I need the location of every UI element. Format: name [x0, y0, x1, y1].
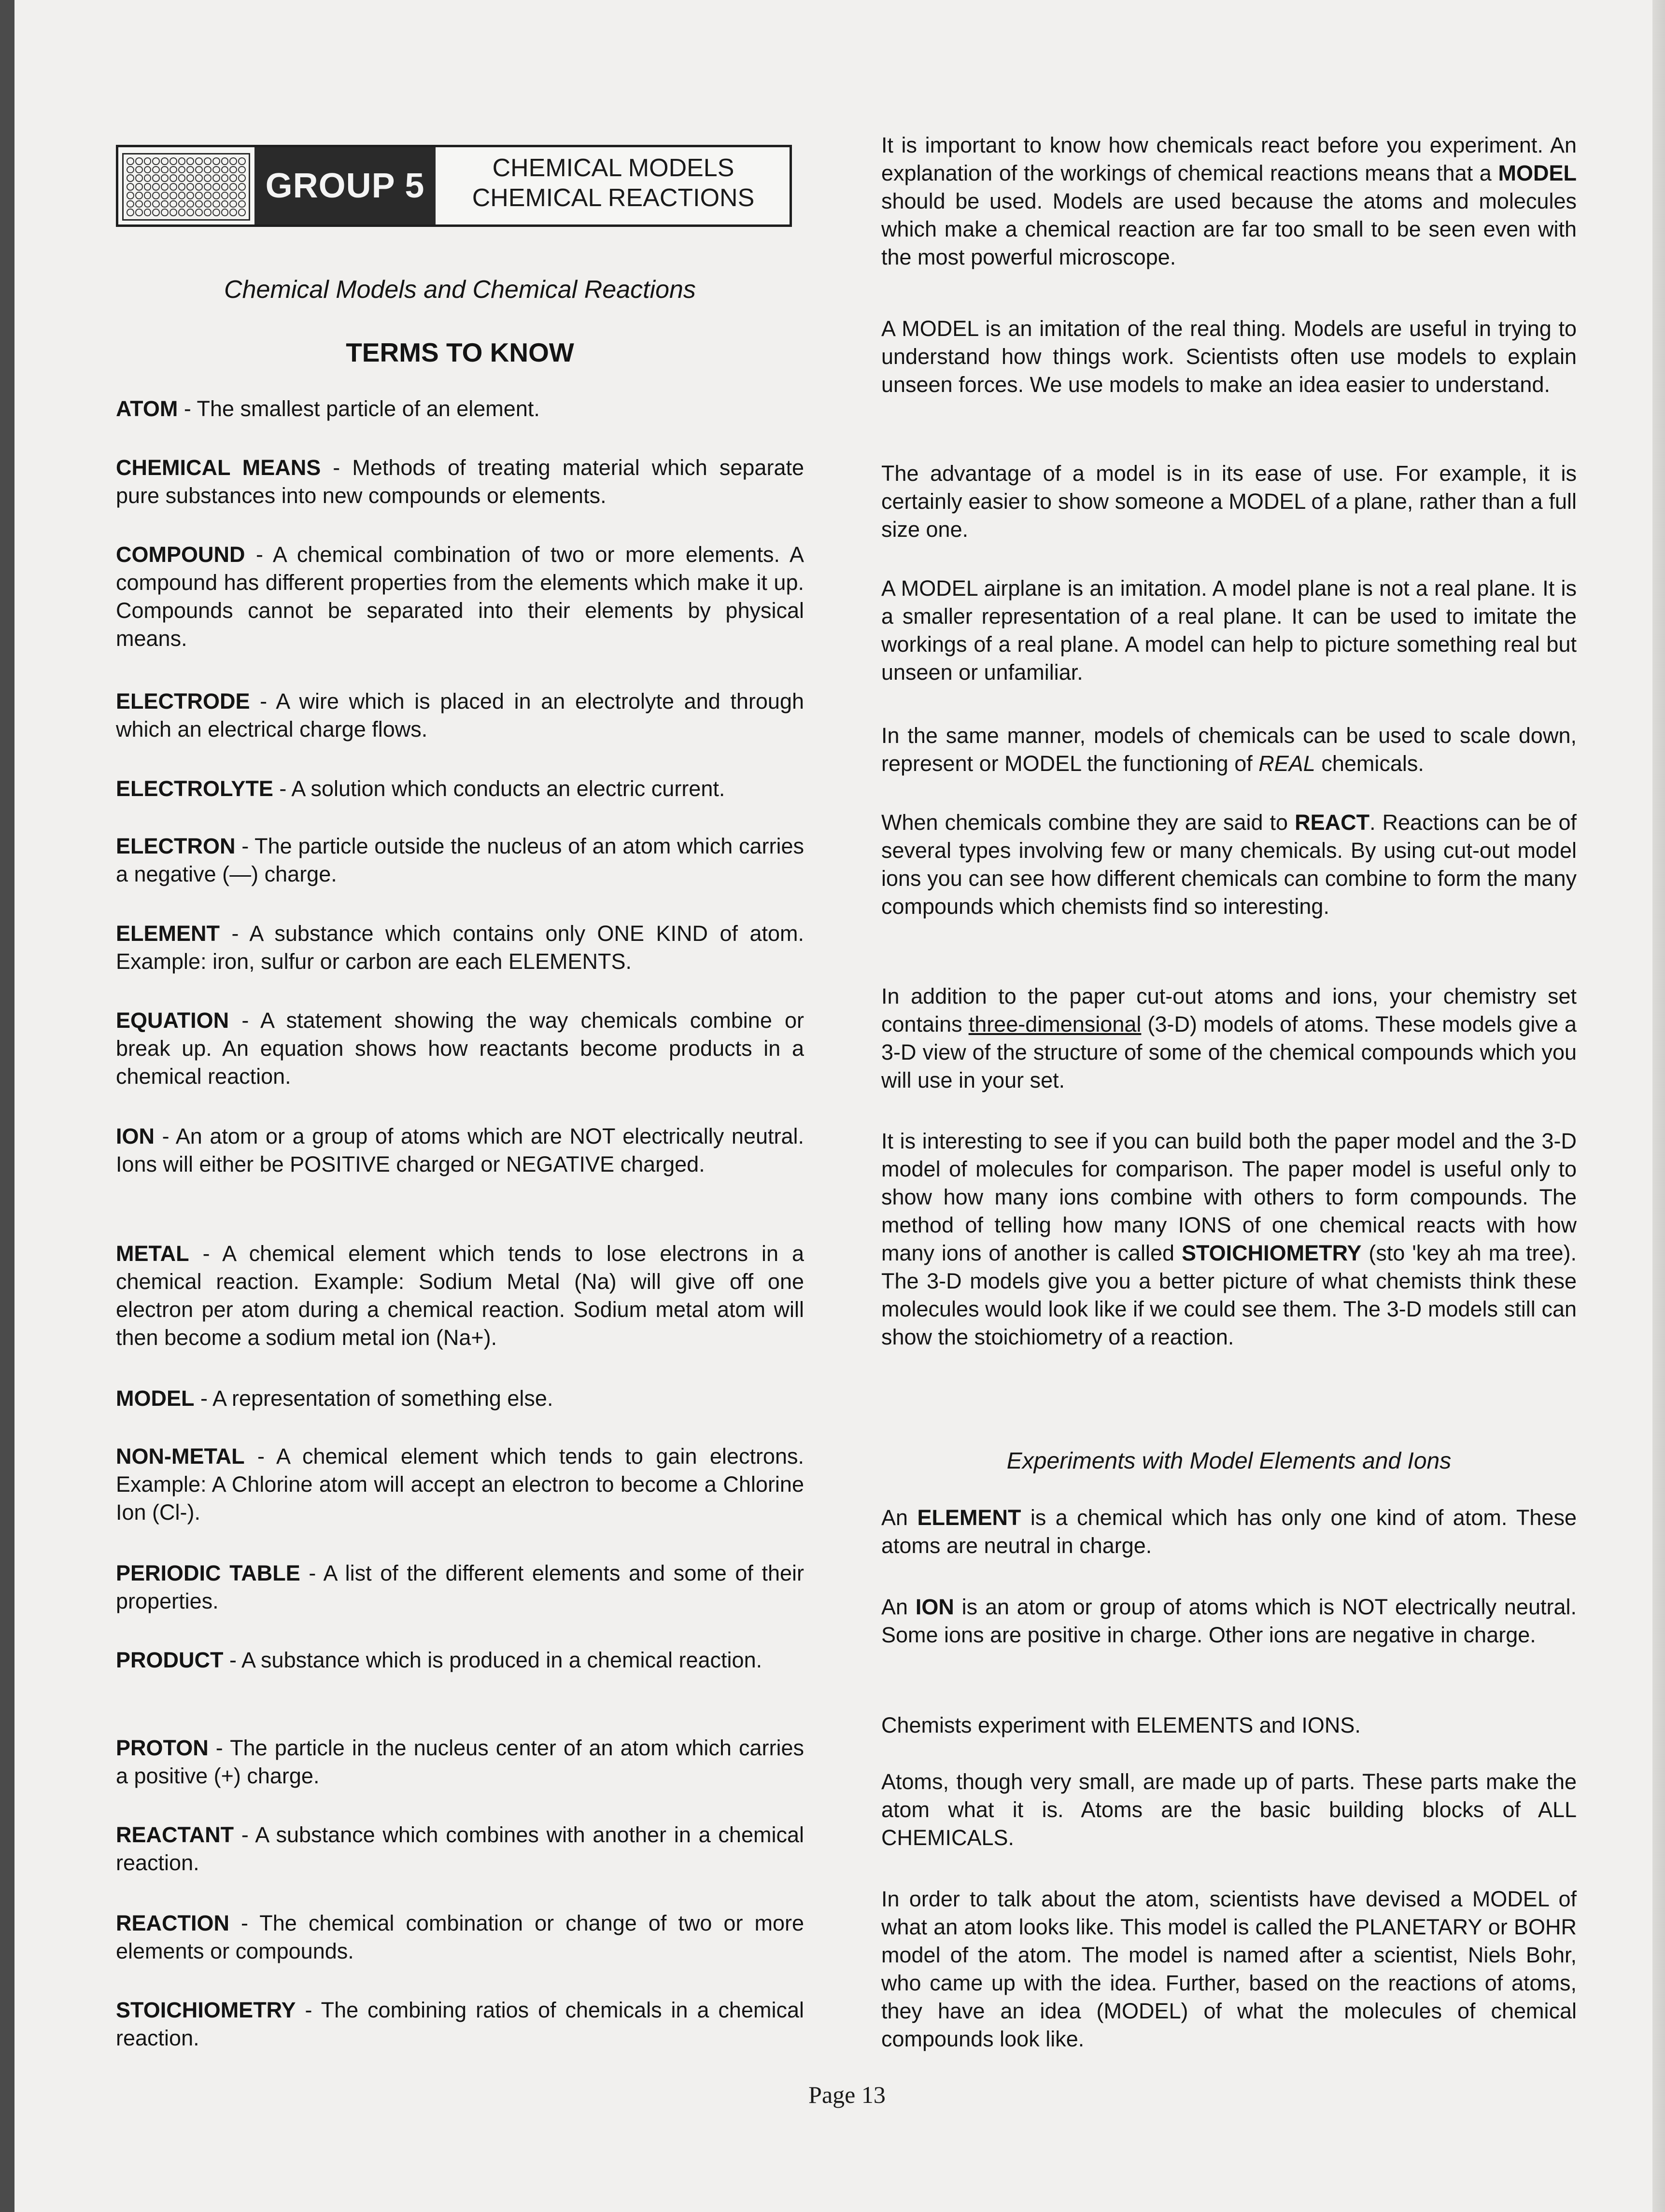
page-number: Page 13	[808, 2081, 886, 2108]
molecule-dot	[169, 200, 177, 208]
molecule-dot	[152, 200, 160, 208]
molecule-dot	[195, 166, 203, 174]
molecule-dot	[195, 209, 203, 216]
molecule-dot	[152, 209, 160, 216]
molecule-dot	[221, 174, 229, 182]
molecule-dot	[178, 183, 186, 191]
molecule-dot	[212, 200, 220, 208]
molecule-dot	[212, 209, 220, 216]
term-electrode: ELECTRODE - A wire which is placed in an electrolyte and through which an electrical charge flows.	[116, 689, 804, 742]
term-reaction: REACTION - The chemical combination or change of two or more elements or compounds.	[116, 1911, 804, 1963]
term-periodic-table: PERIODIC TABLE - A list of the different elements and some of their properties.	[116, 1561, 804, 1613]
molecule-dot	[229, 209, 237, 216]
molecule-dot	[178, 157, 186, 165]
molecule-dot	[161, 200, 169, 208]
molecule-dot	[161, 192, 169, 199]
molecule-dot	[127, 192, 134, 199]
molecule-dot	[238, 209, 246, 216]
molecule-dot	[186, 183, 194, 191]
page-edge	[1652, 0, 1665, 2212]
paragraph-element: An ELEMENT is a chemical which has only one kind of atom. These atoms are neutral in charge.	[881, 1505, 1577, 1558]
molecule-dot	[238, 192, 246, 199]
molecule-dot	[204, 174, 212, 182]
paragraph-model-airplane: A MODEL airplane is an imitation. A model plane is not a real plane. It is a smaller representation of a real plane. It can be used to imitate the workings of a real plane. A model can help to picture something real but unseen or unfamiliar.	[881, 576, 1577, 685]
molecule-dot	[144, 157, 152, 165]
molecule-dot	[169, 157, 177, 165]
molecule-dot	[161, 157, 169, 165]
molecule-dot	[221, 200, 229, 208]
term-element: ELEMENT - A substance which contains only ONE KIND of atom. Example: iron, sulfur or carbon are each ELEMENTS.	[116, 921, 804, 974]
molecule-dot	[144, 183, 152, 191]
molecule-dot	[161, 183, 169, 191]
molecule-dot	[178, 166, 186, 174]
section-title: Chemical Models and Chemical Reactions	[224, 276, 696, 304]
molecule-dot	[169, 183, 177, 191]
molecule-dot	[161, 166, 169, 174]
molecule-dot	[221, 209, 229, 216]
term-model: MODEL - A representation of something else.	[116, 1386, 553, 1411]
molecule-dot	[127, 157, 134, 165]
molecule-dot	[221, 192, 229, 199]
term-ion: ION - An atom or a group of atoms which are NOT electrically neutral. Ions will either be POSITIVE charged or NEGATIVE charged.	[116, 1124, 804, 1176]
molecule-dot	[212, 166, 220, 174]
molecule-dot	[135, 174, 143, 182]
molecule-dot	[178, 192, 186, 199]
term-chemical-means: CHEMICAL MEANS - Methods of treating material which separate pure substances into new compounds or elements.	[116, 455, 804, 508]
molecule-dot	[204, 192, 212, 199]
molecule-dot	[135, 183, 143, 191]
group-titles	[437, 153, 790, 213]
molecule-dot	[178, 209, 186, 216]
molecule-dot	[221, 166, 229, 174]
paragraph-bohr-model: In order to talk about the atom, scientists have devised a MODEL of what an atom looks like. This model is called the PLANETARY or BOHR model of the atom. The model is named after a scientist, Niels Bohr, who came up with the idea. Further, based on the reactions of atoms, they have an idea (MODEL) of what the molecules of chemical compounds look like.	[881, 1887, 1577, 2051]
molecule-dot	[186, 166, 194, 174]
molecule-dot	[229, 183, 237, 191]
group-header	[116, 145, 792, 227]
molecule-dot	[144, 200, 152, 208]
molecule-dot	[135, 166, 143, 174]
molecule-dot	[221, 183, 229, 191]
molecule-dot	[204, 183, 212, 191]
group-title-line1: CHEMICAL MODELS	[492, 154, 734, 182]
molecule-dot	[127, 209, 134, 216]
molecule-dot	[186, 209, 194, 216]
molecule-dot	[229, 192, 237, 199]
paragraph-react: When chemicals combine they are said to REACT. Reactions can be of several types involving few or many chemicals. By using cut-out model ions you can see how different chemicals can combine to form the many compounds which chemists find so interesting.	[881, 810, 1577, 919]
molecule-dot	[144, 192, 152, 199]
molecule-dot	[178, 200, 186, 208]
paragraph-model-advantage: The advantage of a model is in its ease of use. For example, it is certainly easier to show someone a MODEL of a plane, rather than a full size one.	[881, 461, 1577, 542]
paragraph-ion: An ION is an atom or group of atoms which is NOT electrically neutral. Some ions are positive in charge. Other ions are negative in charge.	[881, 1595, 1577, 1647]
molecule-grid-icon	[122, 153, 250, 221]
molecule-dot	[238, 174, 246, 182]
molecule-dot	[195, 192, 203, 199]
molecule-dot	[212, 174, 220, 182]
molecule-dot	[238, 157, 246, 165]
experiments-title: Experiments with Model Elements and Ions	[1006, 1448, 1452, 1474]
molecule-dot	[221, 157, 229, 165]
molecule-dot	[204, 166, 212, 174]
term-atom: ATOM - The smallest particle of an element.	[116, 396, 540, 421]
term-product: PRODUCT - A substance which is produced in a chemical reaction.	[116, 1648, 762, 1672]
molecule-dot	[186, 192, 194, 199]
molecule-dot	[169, 192, 177, 199]
term-proton: PROTON - The particle in the nucleus center of an atom which carries a positive (+) charge.	[116, 1736, 804, 1788]
paragraph-atoms-parts: Atoms, though very small, are made up of parts. These parts make the atom what it is. Atoms are the basic building blocks of ALL CHEMICALS.	[881, 1769, 1577, 1850]
term-electron: ELECTRON - The particle outside the nucleus of an atom which carries a negative (—) charge.	[116, 834, 804, 886]
molecule-dot	[212, 192, 220, 199]
molecule-dot	[186, 157, 194, 165]
molecule-dot	[169, 166, 177, 174]
molecule-dot	[169, 174, 177, 182]
molecule-dot	[204, 157, 212, 165]
molecule-dot	[195, 157, 203, 165]
molecule-dot	[135, 209, 143, 216]
molecule-dot	[195, 183, 203, 191]
molecule-dot	[204, 209, 212, 216]
molecule-dot	[212, 157, 220, 165]
molecule-dot	[212, 183, 220, 191]
molecule-dot	[152, 192, 160, 199]
molecule-dot	[229, 174, 237, 182]
molecule-dot	[229, 157, 237, 165]
molecule-dot	[238, 166, 246, 174]
molecule-dot	[229, 200, 237, 208]
molecule-dot	[144, 166, 152, 174]
molecule-dot	[127, 166, 134, 174]
molecule-dot	[152, 166, 160, 174]
paragraph-chemists-experiment: Chemists experiment with ELEMENTS and IONS.	[881, 1713, 1361, 1737]
molecule-dot	[186, 200, 194, 208]
term-metal: METAL - A chemical element which tends to lose electrons in a chemical reaction. Example: Sodium Metal (Na) will give off one electron per atom during a chemical reaction. Sodium metal atom will then become a sodium metal ion (Na+).	[116, 1241, 804, 1350]
molecule-dot	[169, 209, 177, 216]
molecule-dot	[152, 157, 160, 165]
group-label: GROUP 5	[254, 147, 436, 224]
molecule-dot	[152, 174, 160, 182]
term-compound: COMPOUND - A chemical combination of two or more elements. A compound has different properties from the elements which make it up. Compounds cannot be separated into their elements by physical means.	[116, 542, 804, 651]
molecule-dot	[135, 192, 143, 199]
term-stoichiometry: STOICHIOMETRY - The combining ratios of chemicals in a chemical reaction.	[116, 1998, 804, 2050]
terms-heading: TERMS TO KNOW	[346, 337, 574, 367]
term-reactant: REACTANT - A substance which combines with another in a chemical reaction.	[116, 1822, 804, 1875]
molecule-dot	[161, 174, 169, 182]
molecule-dot	[195, 174, 203, 182]
molecule-dot	[135, 157, 143, 165]
molecule-dot	[127, 200, 134, 208]
group-title-line2: CHEMICAL REACTIONS	[472, 184, 755, 212]
molecule-dot	[238, 183, 246, 191]
paragraph-3d-models: In addition to the paper cut-out atoms and ions, your chemistry set contains three-dimensional (3-D) models of atoms. These models give a 3-D view of the structure of some of the chemical compounds which you will use in your set.	[881, 984, 1577, 1092]
paragraph-model-imitation: A MODEL is an imitation of the real thing. Models are useful in trying to understand how things work. Scientists often use models to explain unseen forces. We use models to make an idea easier to understand.	[881, 316, 1577, 397]
molecule-dot	[161, 209, 169, 216]
molecule-dot	[229, 166, 237, 174]
paragraph-models-intro: It is important to know how chemicals react before you experiment. An explanation of the workings of chemical reactions means that a MODEL should be used. Models are used because the atoms and molecules which make a chemical reaction are far too small to be seen even with the most powerful microscope.	[881, 133, 1577, 269]
document-page	[14, 0, 1665, 2212]
term-electrolyte: ELECTROLYTE - A solution which conducts an electric current.	[116, 776, 725, 801]
paragraph-stoichiometry: It is interesting to see if you can build both the paper model and the 3-D model of molecules for comparison. The paper model is useful only to show how many ions combine with others to form compounds. The method of telling how many IONS of one chemical reacts with how many ions of another is called STOICHIOMETRY (sto 'key ah ma tree). The 3-D models give you a better picture of what chemists think these molecules would look like if we could see them. The 3-D models still can show the stoichiometry of a reaction.	[881, 1129, 1577, 1349]
molecule-dot	[186, 174, 194, 182]
molecule-dot	[144, 209, 152, 216]
molecule-dot	[195, 200, 203, 208]
molecule-dot	[152, 183, 160, 191]
molecule-dot	[127, 174, 134, 182]
molecule-dot	[135, 200, 143, 208]
molecule-dot	[127, 183, 134, 191]
molecule-dot	[144, 174, 152, 182]
term-non-metal: NON-METAL - A chemical element which tends to gain electrons. Example: A Chlorine atom will accept an electron to become a Chlorine Ion (Cl-).	[116, 1444, 804, 1525]
molecule-dot	[178, 174, 186, 182]
term-equation: EQUATION - A statement showing the way chemicals combine or break up. An equation shows how reactants become products in a chemical reaction.	[116, 1008, 804, 1089]
paragraph-scale-down: In the same manner, models of chemicals can be used to scale down, represent or MODEL the functioning of REAL chemicals.	[881, 723, 1577, 776]
molecule-dot	[204, 200, 212, 208]
molecule-dot	[238, 200, 246, 208]
